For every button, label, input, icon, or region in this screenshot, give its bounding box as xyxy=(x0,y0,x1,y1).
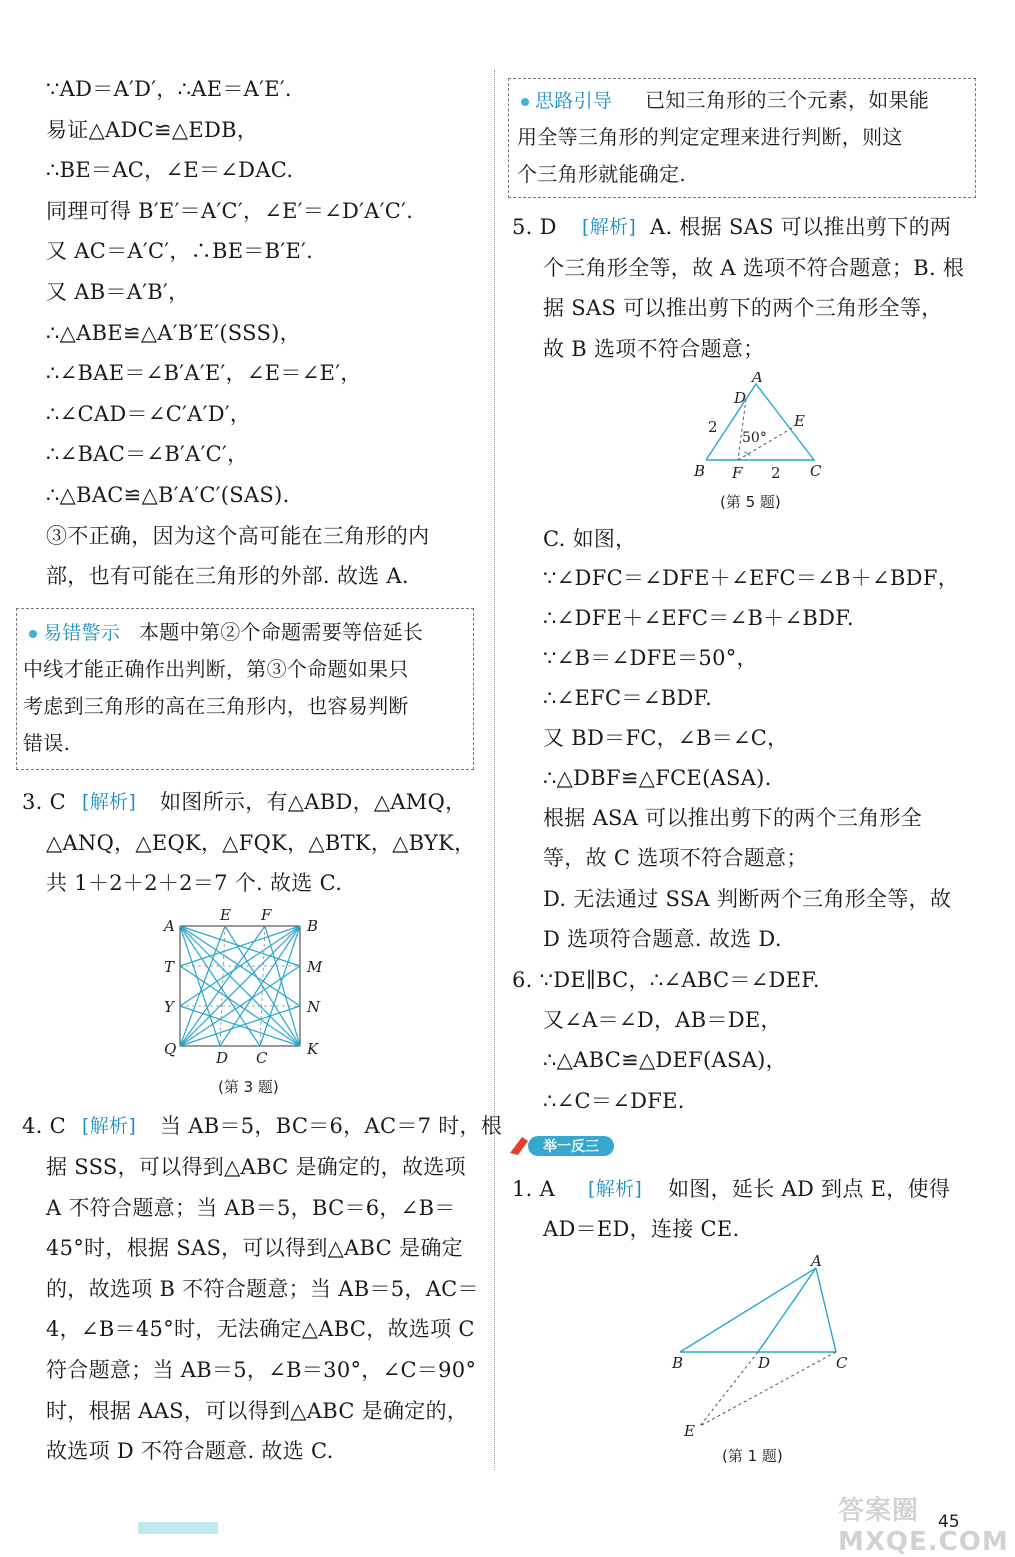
text-line: A. 根据 SAS 可以推出剪下的两 xyxy=(650,215,952,239)
label-B: B xyxy=(672,1354,684,1372)
label-D: D xyxy=(216,1049,229,1066)
label-angle: 50° xyxy=(742,430,767,446)
question-number: 4. C xyxy=(22,1114,66,1138)
text-line: ∴△ABE≌△A′B′E′(SSS)， xyxy=(46,321,301,345)
text-line: 时，根据 AAS，可以得到△ABC 是确定的， xyxy=(46,1399,469,1423)
text-line: 45°时，根据 SAS，可以得到△ABC 是确定 xyxy=(46,1236,463,1260)
figure-caption: (第 1 题) xyxy=(722,1447,783,1465)
text-line: ∴△BAC≌△B′A′C′(SAS). xyxy=(46,483,290,507)
hint-line: 已知三角形的三个元素，如果能 xyxy=(645,88,930,112)
analysis-tag: [解析] xyxy=(582,216,637,238)
bullet-dot-icon xyxy=(29,630,37,638)
label-A: A xyxy=(164,917,175,935)
text-line: AD＝ED，连接 CE. xyxy=(543,1217,740,1241)
analysis-tag: [解析] xyxy=(588,1178,643,1200)
label-C: C xyxy=(256,1049,268,1066)
label-K: K xyxy=(307,1040,319,1058)
label-B: B xyxy=(307,917,319,935)
text-line: 4，∠B＝45°时，无法确定△ABC，故选项 C xyxy=(46,1317,475,1341)
hint-tag: 思路引导 xyxy=(521,85,612,116)
label-2b: 2 xyxy=(771,464,781,482)
label-Y: Y xyxy=(164,998,174,1016)
footer-bar xyxy=(138,1522,218,1534)
label-E: E xyxy=(794,412,805,430)
question-number: 1. A xyxy=(512,1177,556,1201)
text-line: △ANQ，△EQK，△FQK，△BTK，△BYK， xyxy=(46,831,476,855)
text-line: ∵AD＝A′D′，∴AE＝A′E′. xyxy=(46,77,292,101)
text-line: 又 BD＝FC，∠B＝∠C， xyxy=(543,726,789,750)
text-line: 符合题意；当 AB＝5，∠B＝30°，∠C＝90° xyxy=(46,1358,477,1382)
figure-q5 xyxy=(686,372,836,482)
text-line: ∴∠EFC＝∠BDF. xyxy=(543,686,713,710)
text-line: 6. ∵DE∥BC，∴∠ABC＝∠DEF. xyxy=(512,968,820,992)
text-line: ∵∠DFC＝∠DFE＋∠EFC＝∠B＋∠BDF， xyxy=(543,566,959,590)
label-D: D xyxy=(758,1354,771,1372)
hint-line: 个三角形就能确定. xyxy=(517,162,687,186)
text-line: ∴BE＝AC，∠E＝∠DAC. xyxy=(46,158,294,182)
label-Q: Q xyxy=(164,1040,177,1058)
question-number: 5. D xyxy=(512,215,557,239)
pencil-icon xyxy=(510,1137,528,1155)
hint-line: 用全等三角形的判定定理来进行判断，则这 xyxy=(517,125,903,149)
label-M: M xyxy=(307,958,323,976)
text-line: C. 如图， xyxy=(543,527,637,551)
text-line: 等，故 C 选项不符合题意； xyxy=(543,846,808,870)
text-line: 据 SAS 可以推出剪下的两个三角形全等， xyxy=(543,296,943,320)
text-line: ③不正确，因为这个高可能在三角形的内 xyxy=(46,524,430,548)
analysis-tag: [解析] xyxy=(82,791,137,813)
label-A: A xyxy=(811,1252,822,1270)
warning-line: 考虑到三角形的高在三角形内，也容易判断 xyxy=(23,694,409,718)
warning-box xyxy=(16,608,474,770)
text-line: D 选项符合题意. 故选 D. xyxy=(543,927,782,951)
label-E: E xyxy=(220,906,231,924)
warning-line: 错误. xyxy=(23,731,71,755)
text-line: 根据 ASA 可以推出剪下的两个三角形全 xyxy=(543,806,923,830)
warning-line: 中线才能正确作出判断，第③个命题如果只 xyxy=(23,657,409,681)
question-number: 3. C xyxy=(22,790,66,814)
figure-ex1 xyxy=(668,1252,868,1442)
label-C: C xyxy=(810,462,822,480)
label-T: T xyxy=(164,958,175,976)
text-line: ∴∠BAE＝∠B′A′E′，∠E＝∠E′， xyxy=(46,361,362,385)
warning-line: 本题中第②个命题需要等倍延长 xyxy=(139,620,424,644)
text-line: 又 AB＝A′B′， xyxy=(46,280,190,304)
text-line: ∴△DBF≌△FCE(ASA). xyxy=(543,766,772,790)
bullet-dot-icon xyxy=(521,98,529,106)
label-C: C xyxy=(836,1354,848,1372)
text-line: ∴∠BAC＝∠B′A′C′， xyxy=(46,442,249,466)
watermark: 答案圈 MXQE.COM xyxy=(838,1496,1009,1557)
label-A: A xyxy=(752,372,763,386)
text-line: 共 1＋2＋2＋2＝7 个. 故选 C. xyxy=(46,871,343,895)
figure-q3 xyxy=(160,906,330,1066)
text-line: 部，也有可能在三角形的外部. 故选 A. xyxy=(46,564,409,588)
label-2: 2 xyxy=(708,418,718,436)
analysis-tag: [解析] xyxy=(82,1115,137,1137)
label-D: D xyxy=(734,389,747,407)
warning-tag: 易错警示 xyxy=(29,617,120,648)
text-line: ∴∠DFE＋∠EFC＝∠B＋∠BDF. xyxy=(543,606,854,630)
text-line: ∵∠B＝∠DFE＝50°， xyxy=(543,646,758,670)
label-F: F xyxy=(732,464,743,482)
text-line: 又∠A＝∠D，AB＝DE， xyxy=(543,1008,782,1032)
badge-label: 举一反三 xyxy=(543,1139,599,1155)
text-line: D. 无法通过 SSA 判断两个三角形全等，故 xyxy=(543,887,952,911)
text-line: 易证△ADC≌△EDB， xyxy=(46,118,259,142)
label-F: F xyxy=(261,906,272,924)
label-N: N xyxy=(307,998,321,1016)
text-line: 故选项 D 不符合题意. 故选 C. xyxy=(46,1439,334,1463)
text-line: 如图所示，有△ABD，△AMQ， xyxy=(160,790,467,814)
figure-caption: (第 3 题) xyxy=(218,1078,279,1096)
text-line: 同理可得 B′E′＝A′C′，∠E′＝∠D′A′C′. xyxy=(46,199,414,223)
text-line: 当 AB＝5，BC＝6，AC＝7 时，根 xyxy=(160,1114,503,1138)
text-line: 如图，延长 AD 到点 E，使得 xyxy=(668,1177,951,1201)
hint-box xyxy=(508,78,976,198)
text-line: 据 SSS，可以得到△ABC 是确定的，故选项 xyxy=(46,1155,466,1179)
page-number: 45 xyxy=(938,1512,960,1532)
text-line: ∴∠C＝∠DFE. xyxy=(543,1089,685,1113)
label-B: B xyxy=(694,462,706,480)
text-line: 故 B 选项不符合题意； xyxy=(543,337,765,361)
figure-caption: (第 5 题) xyxy=(720,493,781,511)
text-line: 的，故选项 B 不符合题意；当 AB＝5，AC＝ xyxy=(46,1277,479,1301)
column-divider xyxy=(494,70,495,1470)
label-E: E xyxy=(684,1422,695,1440)
text-line: ∴∠CAD＝∠C′A′D′， xyxy=(46,402,252,426)
text-line: ∴△ABC≌△DEF(ASA)， xyxy=(543,1048,787,1072)
text-line: A 不符合题意；当 AB＝5，BC＝6，∠B＝ xyxy=(46,1196,456,1220)
section-badge xyxy=(508,1133,616,1157)
text-line: 又 AC＝A′C′，∴BE＝B′E′. xyxy=(46,239,314,263)
text-line: 个三角形全等，故 A 选项不符合题意；B. 根 xyxy=(543,256,965,280)
